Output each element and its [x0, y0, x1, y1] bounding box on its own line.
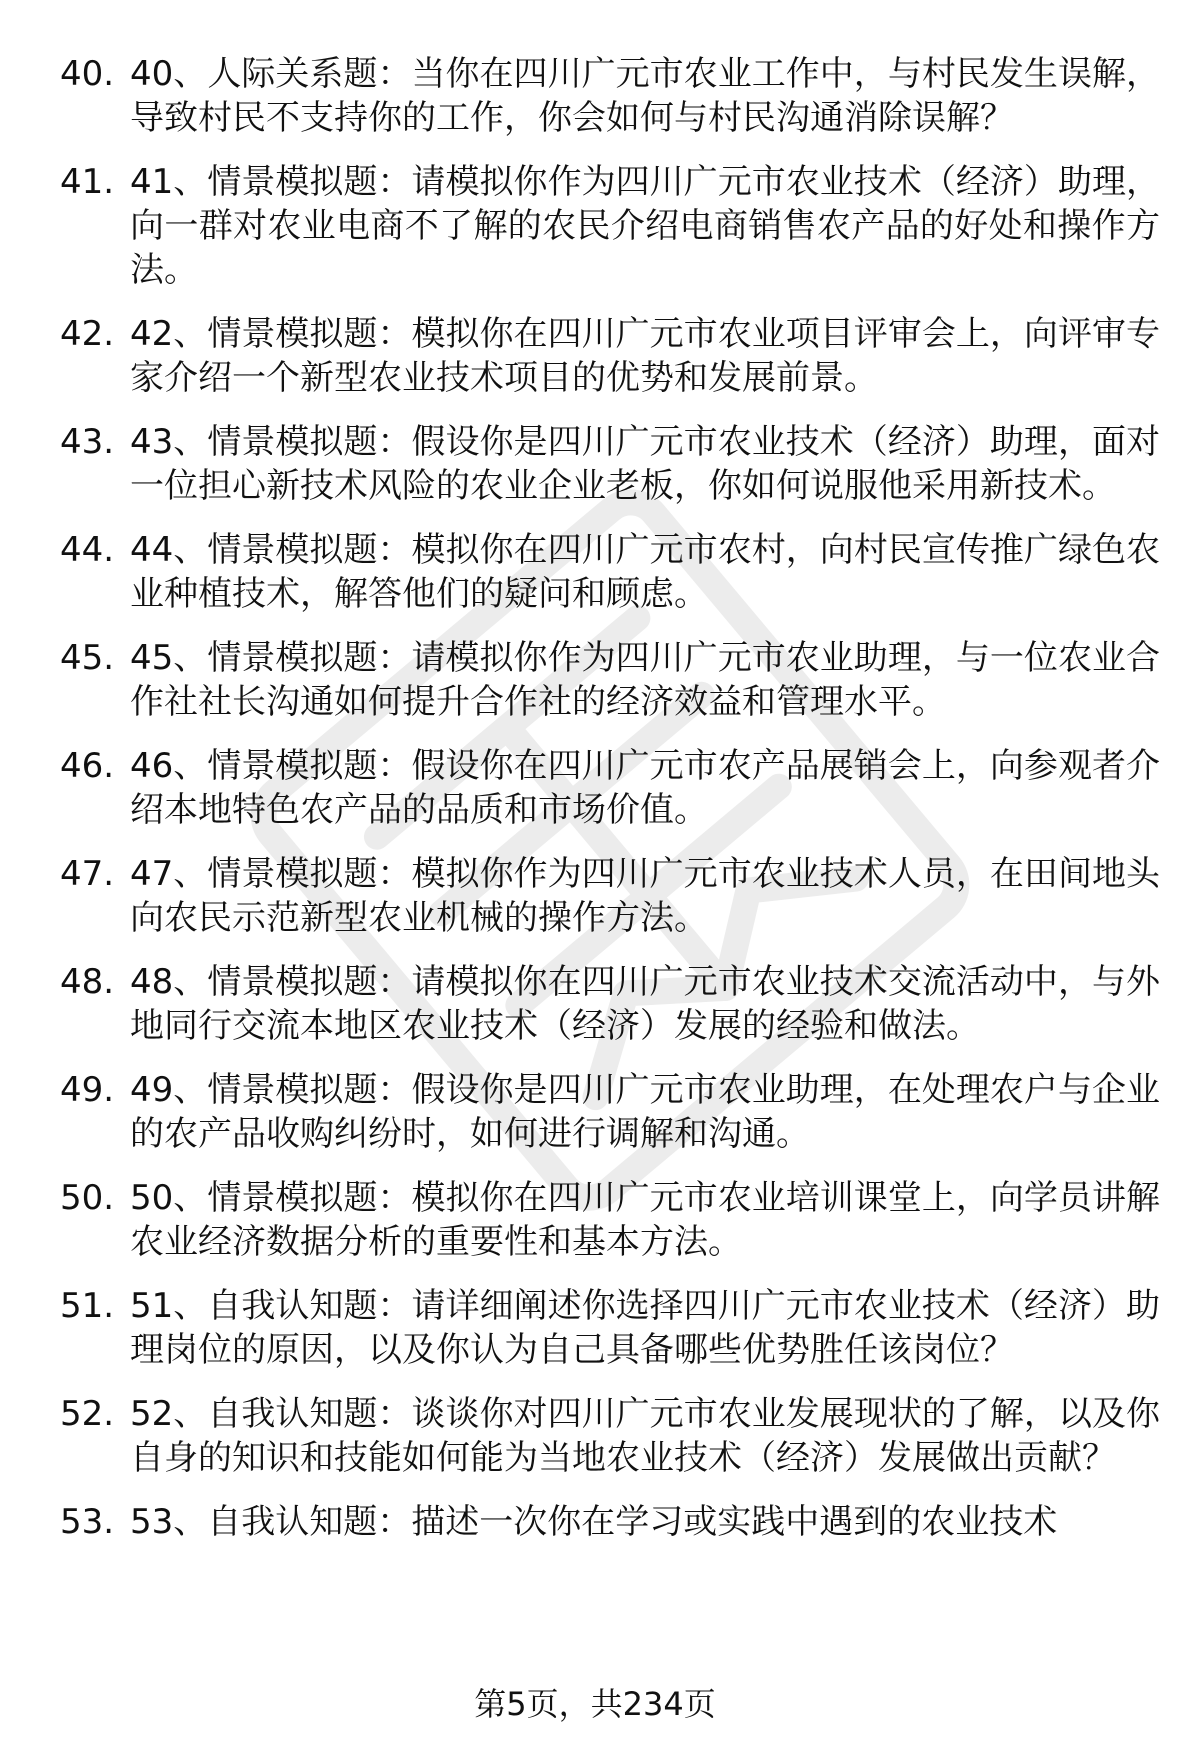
list-item: [60, 960, 1160, 1048]
list-item: [60, 744, 1160, 832]
question-text: 49、情景模拟题：假设你是四川广元市农业助理，在处理农户与企业的农产品收购纠纷时，如何进行调解和沟通。: [130, 1070, 1160, 1154]
question-text: 53、自我认知题：描述一次你在学习或实践中遇到的农业技术: [130, 1502, 1058, 1542]
list-item: [60, 636, 1160, 724]
question-number: 44.: [60, 530, 115, 570]
question-text: 50、情景模拟题：模拟你在四川广元市农业培训课堂上，向学员讲解农业经济数据分析的重要性和基本方法。: [130, 1178, 1160, 1262]
question-number: 41.: [60, 162, 115, 202]
question-number: 46.: [60, 746, 115, 786]
question-list: [60, 52, 1160, 1564]
question-number: 47.: [60, 854, 115, 894]
question-text: 51、自我认知题：请详细阐述你选择四川广元市农业技术（经济）助理岗位的原因，以及你认为自己具备哪些优势胜任该岗位？: [130, 1286, 1160, 1370]
question-text: 41、情景模拟题：请模拟你作为四川广元市农业技术（经济）助理，向一群对农业电商不了解的农民介绍电商销售农产品的好处和操作方法。: [130, 162, 1160, 290]
list-item: [60, 52, 1160, 140]
question-number: 40.: [60, 54, 115, 94]
page-footer: 第5页，共234页: [474, 1685, 716, 1723]
question-text: 44、情景模拟题：模拟你在四川广元市农村，向村民宣传推广绿色农业种植技术，解答他们的疑问和顾虑。: [130, 530, 1160, 614]
question-number: 50.: [60, 1178, 115, 1218]
list-item: [60, 420, 1160, 508]
question-number: 51.: [60, 1286, 115, 1326]
question-number: 52.: [60, 1394, 115, 1434]
list-item: [60, 312, 1160, 400]
question-text: 40、人际关系题：当你在四川广元市农业工作中，与村民发生误解，导致村民不支持你的工作，你会如何与村民沟通消除误解？: [130, 54, 1160, 138]
question-number: 43.: [60, 422, 115, 462]
question-text: 48、情景模拟题：请模拟你在四川广元市农业技术交流活动中，与外地同行交流本地区农业技术（经济）发展的经验和做法。: [130, 962, 1160, 1046]
list-item: [60, 1392, 1160, 1480]
list-item: [60, 528, 1160, 616]
list-item: [60, 852, 1160, 940]
question-text: 46、情景模拟题：假设你在四川广元市农产品展销会上，向参观者介绍本地特色农产品的品质和市场价值。: [130, 746, 1160, 830]
question-text: 45、情景模拟题：请模拟你作为四川广元市农业助理，与一位农业合作社社长沟通如何提升合作社的经济效益和管理水平。: [130, 638, 1160, 722]
list-item: [60, 1500, 1160, 1544]
question-number: 42.: [60, 314, 115, 354]
question-text: 52、自我认知题：谈谈你对四川广元市农业发展现状的了解，以及你自身的知识和技能如何能为当地农业技术（经济）发展做出贡献？: [130, 1394, 1160, 1478]
list-item: [60, 1176, 1160, 1264]
question-number: 48.: [60, 962, 115, 1002]
question-number: 53.: [60, 1502, 115, 1542]
list-item: [60, 1284, 1160, 1372]
question-text: 43、情景模拟题：假设你是四川广元市农业技术（经济）助理，面对一位担心新技术风险的农业企业老板，你如何说服他采用新技术。: [130, 422, 1160, 506]
list-item: [60, 1068, 1160, 1156]
question-text: 47、情景模拟题：模拟你作为四川广元市农业技术人员，在田间地头向农民示范新型农业机械的操作方法。: [130, 854, 1160, 938]
question-text: 42、情景模拟题：模拟你在四川广元市农业项目评审会上，向评审专家介绍一个新型农业技术项目的优势和发展前景。: [130, 314, 1160, 398]
question-number: 45.: [60, 638, 115, 678]
list-item: [60, 160, 1160, 292]
question-number: 49.: [60, 1070, 115, 1110]
